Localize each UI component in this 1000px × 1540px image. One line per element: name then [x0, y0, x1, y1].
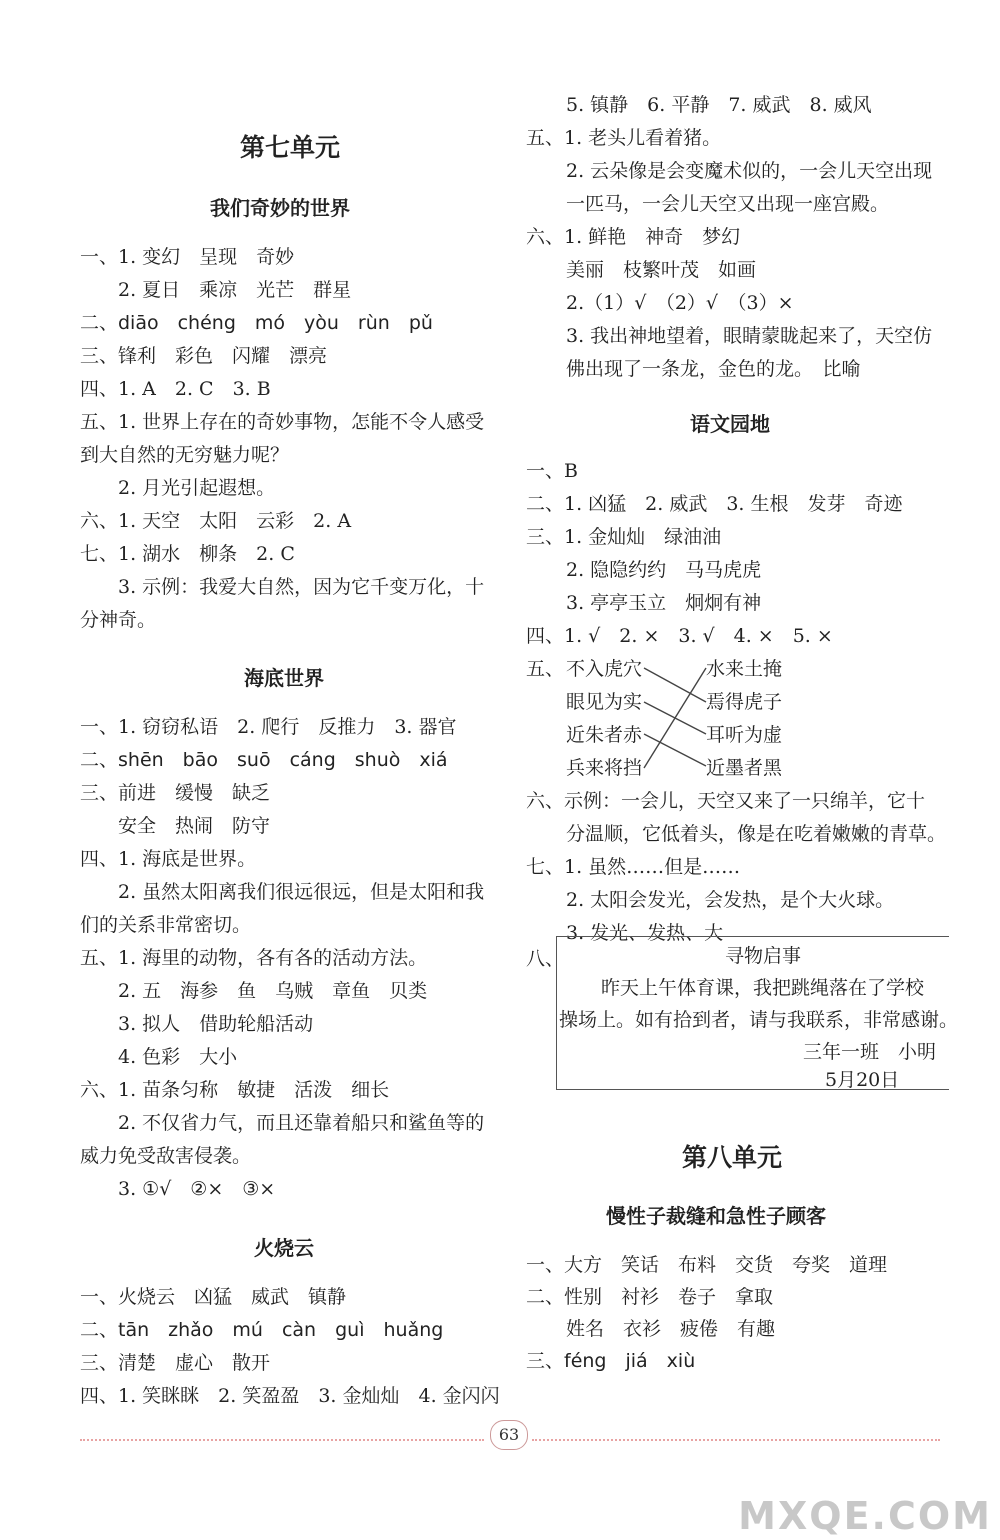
answer-line: 四、1. A 2. C 3. B	[80, 378, 271, 400]
answer-line: 二、tān zhǎo mú càn guì huǎng	[80, 1319, 444, 1341]
unit-title: 第八单元	[682, 1143, 783, 1172]
answer-line: 二、diāo chéng mó yòu rùn pǔ	[80, 312, 433, 334]
section-title: 火烧云	[254, 1236, 314, 1260]
answer-line: 们的关系非常密切。	[80, 914, 252, 936]
answer-line: 一、大方 笑话 布料 交货 夸奖 道理	[526, 1254, 888, 1276]
answer-line: 六、1. 苗条匀称 敏捷 活泼 细长	[80, 1079, 390, 1101]
answer-line: 四、1. 笑眯眯 2. 笑盈盈 3. 金灿灿 4. 金闪闪	[80, 1385, 500, 1407]
answer-line: 一、1. 变幻 呈现 奇妙	[80, 246, 295, 268]
answer-line: 到大自然的无穷魅力呢？	[80, 444, 290, 466]
answer-line: 3. 拟人 借助轮船活动	[118, 1013, 314, 1035]
answer-line: 七、1. 虽然……但是……	[526, 856, 741, 878]
answer-line: 一、火烧云 凶猛 威武 镇静	[80, 1286, 347, 1308]
footer-divider	[80, 1439, 484, 1441]
answer-line: 3. 亭亭玉立 炯炯有神	[566, 592, 762, 614]
answer-line: 二、1. 凶猛 2. 威武 3. 生根 发芽 奇迹	[526, 493, 903, 515]
section-title: 慢性子裁缝和急性子顾客	[606, 1204, 826, 1228]
match-left-item: 兵来将挡	[566, 757, 643, 779]
match-lines	[640, 656, 710, 786]
answer-line: 二、shēn bāo suō cáng shuò xiá	[80, 749, 448, 771]
match-right-item: 近墨者黑	[706, 757, 783, 779]
match-line	[644, 734, 706, 766]
section-title: 我们奇妙的世界	[210, 196, 350, 220]
answer-line: 2. 月光引起遐想。	[118, 477, 276, 499]
section-title: 语文园地	[690, 412, 770, 436]
answer-line: 五、1. 海里的动物，各有各的活动方法。	[80, 947, 428, 969]
answer-line: 三、前进 缓慢 缺乏	[80, 782, 271, 804]
answer-line: 五、1. 老头儿看着猪。	[526, 127, 722, 149]
lost-item-notice	[556, 936, 959, 1091]
notice-body: 操场上。如有拾到者，请与我联系，非常感谢。	[559, 1009, 959, 1031]
answer-line: 分温顺，它低着头，像是在吃着嫩嫩的青草。	[566, 823, 947, 845]
answer-line: 五、1. 世界上存在的奇妙事物，怎能不令人感受	[80, 411, 485, 433]
answer-line: 2. 隐隐约约 马马虎虎	[566, 559, 762, 581]
answer-line: 六、1. 鲜艳 神奇 梦幻	[526, 226, 741, 248]
notice-body: 昨天上午体育课，我把跳绳落在了学校	[601, 977, 925, 999]
match-right-item: 水来土掩	[706, 658, 783, 680]
answer-line: 5. 镇静 6. 平静 7. 威武 8. 威风	[566, 94, 872, 116]
answer-line: 美丽 枝繁叶茂 如画	[566, 259, 757, 281]
match-right-item: 耳听为虚	[706, 724, 783, 746]
notice-title: 寻物启事	[725, 945, 802, 967]
answer-line: 六、1. 天空 太阳 云彩 2. A	[80, 510, 352, 532]
notice-signature: 三年一班 小明	[803, 1041, 937, 1063]
answer-line: 2. 夏日 乘凉 光芒 群星	[118, 279, 352, 301]
notice-date: 5月20日	[825, 1069, 900, 1091]
answer-line: 2. 五 海参 鱼 乌贼 章鱼 贝类	[118, 980, 428, 1002]
answer-line: 姓名 衣衫 疲倦 有趣	[566, 1318, 776, 1340]
answer-line: 佛出现了一条龙，金色的龙。 比喻	[566, 358, 861, 380]
unit-title: 第七单元	[240, 133, 341, 162]
answer-line: 七、1. 湖水 柳条 2. C	[80, 543, 295, 565]
question-number: 八、	[526, 948, 565, 970]
answer-line: 2.（1）√ （2）√ （3）×	[566, 292, 794, 314]
match-line	[644, 668, 706, 768]
answer-line: 3. ①√ ②× ③×	[118, 1178, 276, 1200]
answer-line: 分神奇。	[80, 609, 157, 631]
answer-line: 二、性别 衬衫 卷子 拿取	[526, 1286, 774, 1308]
page-number: 63	[490, 1420, 528, 1450]
answer-line: 三、1. 金灿灿 绿油油	[526, 526, 722, 548]
answer-line: 六、示例：一会儿，天空又来了一只绵羊，它十	[526, 790, 926, 812]
answer-line: 4. 色彩 大小	[118, 1046, 238, 1068]
answer-line: 一、B	[526, 460, 578, 482]
answer-line: 一、1. 窃窃私语 2. 爬行 反推力 3. 器官	[80, 716, 457, 738]
answer-line: 2. 虽然太阳离我们很远很远，但是太阳和我	[118, 881, 485, 903]
answer-line: 三、锋利 彩色 闪耀 漂亮	[80, 345, 328, 367]
match-left-item: 近朱者赤	[566, 724, 643, 746]
answer-line: 三、清楚 虚心 散开	[80, 1352, 271, 1374]
footer-divider	[532, 1439, 940, 1441]
answer-line: 四、1. 海底是世界。	[80, 848, 257, 870]
watermark: MXQE.COM	[738, 1494, 992, 1538]
answer-line: 3. 发光、发热、大	[566, 922, 724, 944]
answer-line: 3. 示例：我爱大自然，因为它千变万化，十	[118, 576, 485, 598]
answer-line: 安全 热闹 防守	[118, 815, 271, 837]
answer-line: 2. 云朵像是会变魔术似的，一会儿天空出现	[566, 160, 933, 182]
answer-line: 威力免受敌害侵袭。	[80, 1145, 252, 1167]
answer-line: 2. 太阳会发光，会发热，是个大火球。	[566, 889, 895, 911]
answer-line: 三、féng jiá xiù	[526, 1350, 696, 1372]
answer-line: 2. 不仅省力气，而且还靠着船只和鲨鱼等的	[118, 1112, 485, 1134]
match-left-item: 不入虎穴	[566, 658, 643, 680]
match-right-item: 焉得虎子	[706, 691, 783, 713]
match-left-item: 眼见为实	[566, 691, 643, 713]
match-line	[644, 668, 706, 702]
answer-line: 一匹马，一会儿天空又出现一座宫殿。	[566, 193, 890, 215]
question-number: 五、	[526, 658, 565, 680]
answer-line: 四、1. √ 2. × 3. √ 4. × 5. ×	[526, 625, 833, 647]
answer-line: 3. 我出神地望着，眼睛蒙眬起来了，天空仿	[566, 325, 933, 347]
section-title: 海底世界	[244, 666, 324, 690]
